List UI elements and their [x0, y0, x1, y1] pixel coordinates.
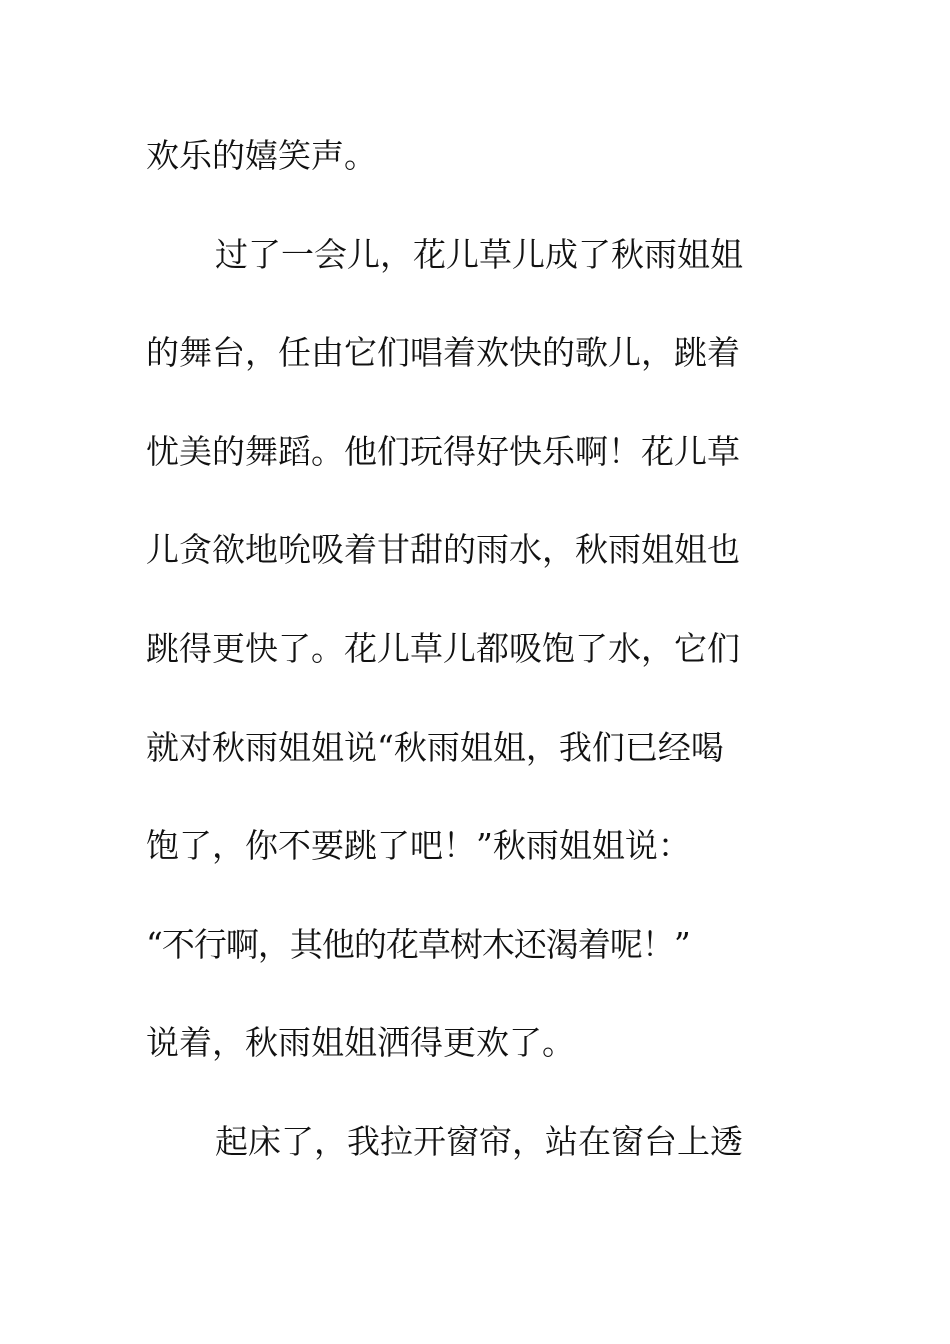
text-line: 跳得更快了。花儿草儿都吸饱了水，它们 — [146, 628, 740, 668]
text-line: 忧美的舞蹈。他们玩得好快乐啊！花儿草 — [146, 431, 740, 471]
text-line: 说着，秋雨姐姐洒得更欢了。 — [146, 1023, 575, 1063]
paragraph-start-line: 起床了，我拉开窗帘，站在窗台上透 — [215, 1121, 743, 1161]
text-line: 欢乐的嬉笑声。 — [146, 136, 377, 175]
document-body — [146, 126, 786, 1211]
text-line: 的舞台，任由它们唱着欢快的歌儿，跳着 — [146, 333, 740, 373]
text-line: “不行啊，其他的花草树木还渴着呢！” — [146, 924, 690, 964]
paragraph-start-line: 过了一会儿，花儿草儿成了秋雨姐姐 — [215, 234, 743, 274]
text-line: 就对秋雨姐姐说“秋雨姐姐，我们已经喝 — [146, 727, 724, 767]
text-line: 儿贪欲地吮吸着甘甜的雨水，秋雨姐姐也 — [146, 530, 740, 570]
text-line: 饱了，你不要跳了吧！”秋雨姐姐说： — [146, 826, 691, 866]
